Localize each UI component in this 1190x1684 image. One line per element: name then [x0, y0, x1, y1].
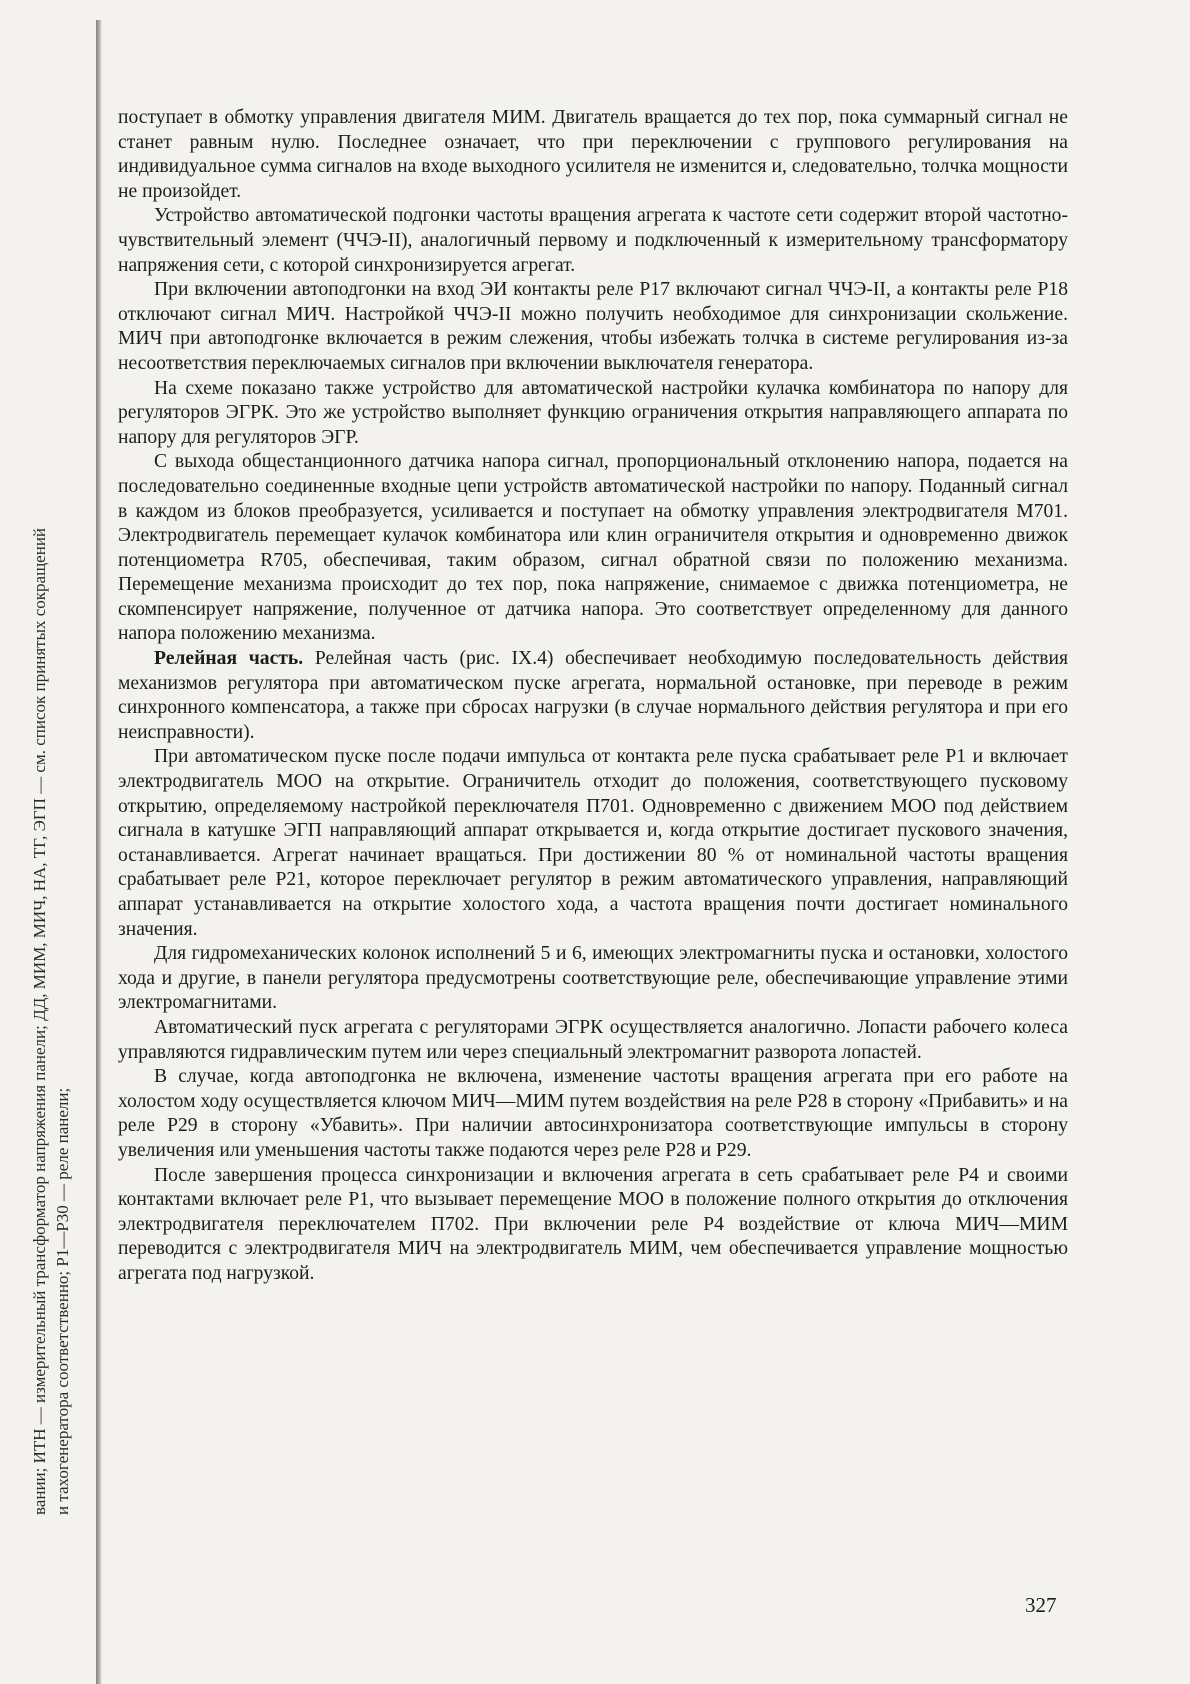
paragraph-3: При включении автоподгонки на вход ЭИ контакты реле Р17 включают сигнал ЧЧЭ-II, а контакты реле Р18 отключают сигнал МИЧ. Настройкой ЧЧЭ-II можно получить необходимое для синхронизации скольжение. МИЧ при автоподгонке включается в режим слежения, чтобы избежать толчка в системе регулирования из-за несоответствия переключаемых сигналов при включении выключателя генератора.: [118, 279, 1068, 374]
caption-line-1: вании; ИТН — измерительный трансформатор напряжения панели; ДД, МИМ, МИЧ, НА, ТГ, ЭГП — см. список принятых сокращений: [30, 527, 49, 1515]
paragraph-4: На схеме показано также устройство для автоматической настройки кулачка комбинатора по напору для регуляторов ЭГРК. Это же устройство выполняет функцию ограничения открытия направляющего аппарата по напору для регуляторов ЭГР.: [118, 377, 1068, 448]
body-text: [118, 106, 1068, 1287]
page-binding-edge: [96, 20, 102, 1684]
paragraph-9: Автоматический пуск агрегата с регуляторами ЭГРК осуществляется аналогично. Лопасти рабочего колеса управляются гидравлическим путем или через специальный электромагнит разворота лопастей.: [118, 1016, 1068, 1063]
rotated-figure-caption: [28, 175, 74, 1515]
paragraph-8: Для гидромеханических колонок исполнений 5 и 6, имеющих электромагниты пуска и остановки, холостого хода и другие, в панели регулятора предусмотрены соответствующие реле, обеспечивающие управление этими электромагнитами.: [118, 943, 1068, 1014]
page-number: 327: [1025, 1593, 1057, 1617]
paragraph-7: При автоматическом пуске после подачи импульса от контакта реле пуска срабатывает реле Р1 и включает электродвигатель МОО на открытие. Ограничитель отходит до положения, соответствующего пусковому открытию, определяемому настройкой переключателя П701. Одновременно с движением МОО под действием сигнала в катушке ЭГП направляющий аппарат открывается и, когда открытие достигает пускового значения, останавливается. Агрегат начинает вращаться. При достижении 80 % от номинальной частоты вращения срабатывает реле Р21, которое переключает регулятор в режим автоматического управления, направляющий аппарат устанавливается на открытие холостого хода, а частота вращения почти достигает номинального значения.: [118, 746, 1068, 940]
paragraph-6: [118, 647, 1068, 745]
paragraph-11: После завершения процесса синхронизации и включения агрегата в сеть срабатывает реле Р4 и своими контактами включает реле Р1, что вызывает перемещение МОО в положение полного открытия до отключения электродвигателя переключателем П702. При включении реле Р4 воздействие от ключа МИЧ—МИМ переводится с электродвигателя МИЧ на электродвигатель МИМ, чем обеспечивается управление мощностью агрегата под нагрузкой.: [118, 1164, 1068, 1284]
caption-line-2: и тахогенератора соответственно; Р1—Р30 — реле панели;: [53, 1087, 72, 1515]
paragraph-10: В случае, когда автоподгонка не включена, изменение частоты вращения агрегата при его работе на холостом ходу осуществляется ключом МИЧ—МИМ путем воздействия на реле Р28 в сторону «Прибавить» и на реле Р29 в сторону «Убавить». При наличии автосинхронизатора соответствующие импульсы в сторону увеличения или уменьшения частоты также подаются через реле Р28 и Р29.: [118, 1066, 1068, 1161]
paragraph-1: поступает в обмотку управления двигателя МИМ. Двигатель вращается до тех пор, пока суммарный сигнал не станет равным нулю. Последнее означает, что при переключении с группового регулирования на индивидуальное сумма сигналов на входе выходного усилителя не изменится и, следовательно, толчка мощности не произойдет.: [118, 107, 1068, 202]
section-heading-relay: Релейная часть.: [154, 648, 304, 670]
paragraph-5: С выхода общестанционного датчика напора сигнал, пропорциональный отклонению напора, подается на последовательно соединенные входные цепи устройств автоматической настройки по напору. Поданный сигнал в каждом из блоков преобразуется, усиливается и поступает на обмотку управления электродвигателя М701. Электродвигатель перемещает кулачок комбинатора или клин ограничителя открытия и одновременно движок потенциометра R705, обеспечивая, таким образом, сигнал обратной связи по положению механизма. Перемещение механизма происходит до тех пор, пока напряжение, снимаемое с движка потенциометра, не скомпенсирует напряжение, полученное от датчика напора. Это соответствует определенному для данного напора положению механизма.: [118, 451, 1068, 645]
paragraph-6-text: Релейная часть (рис. IX.4) обеспечивает необходимую последовательность действия механизмов регулятора при автоматическом пуске агрегата, нормальной остановке, при переводе в режим синхронного компенсатора, а также при сбросах нагрузки (в случае нормального действия регулятора и при его неисправности).: [118, 648, 1069, 743]
paragraph-2: Устройство автоматической подгонки частоты вращения агрегата к частоте сети содержит второй частотно-чувствительный элемент (ЧЧЭ-II), аналогичный первому и подключенный к измерительному трансформатору напряжения сети, с которой синхронизируется агрегат.: [118, 205, 1068, 276]
